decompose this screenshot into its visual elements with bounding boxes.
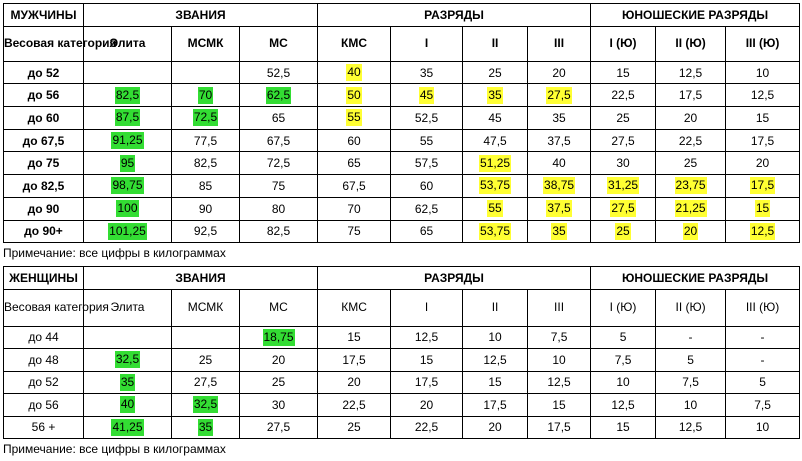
value-cell: 20 xyxy=(463,416,528,439)
value-cell: 75 xyxy=(240,175,318,198)
weight-category-cell: до 90+ xyxy=(4,220,84,243)
value-cell: 70 xyxy=(318,197,391,220)
value-cell xyxy=(84,84,172,107)
value-cell xyxy=(84,152,172,175)
women-col-youth-1: I (Ю) xyxy=(591,289,656,326)
value-cell: 75 xyxy=(318,220,391,243)
value-cell xyxy=(240,326,318,349)
value-cell: 10 xyxy=(726,416,800,439)
value-cell xyxy=(591,175,656,198)
value-cell: 12,5 xyxy=(391,326,463,349)
value-cell: 17,5 xyxy=(391,371,463,394)
value-cell: 80 xyxy=(240,197,318,220)
yellow-highlight: 15 xyxy=(755,201,770,216)
value-cell: 25 xyxy=(656,152,726,175)
value-cell: 20 xyxy=(240,349,318,372)
value-cell: 5 xyxy=(591,326,656,349)
yellow-highlight: 12,5 xyxy=(750,223,775,238)
value-cell: 92,5 xyxy=(172,220,240,243)
value-cell: 22,5 xyxy=(591,84,656,107)
value-cell: 20 xyxy=(528,61,591,84)
value-cell: 15 xyxy=(391,349,463,372)
value-cell: 12,5 xyxy=(726,84,800,107)
value-cell: 25 xyxy=(318,416,391,439)
weight-category-cell: до 90 xyxy=(4,197,84,220)
value-cell: 10 xyxy=(656,394,726,417)
yellow-highlight: 27,5 xyxy=(611,201,635,216)
value-cell xyxy=(172,84,240,107)
table-row xyxy=(4,175,800,198)
value-cell xyxy=(591,220,656,243)
yellow-highlight: 55 xyxy=(488,201,502,216)
green-highlight: 35 xyxy=(120,374,135,389)
value-cell: 22,5 xyxy=(656,129,726,152)
value-cell: 12,5 xyxy=(656,61,726,84)
weight-category-cell: до 75 xyxy=(4,152,84,175)
men-standards-table xyxy=(3,3,800,243)
value-cell: 67,5 xyxy=(240,129,318,152)
value-cell: 35 xyxy=(528,107,591,130)
table-row xyxy=(4,197,800,220)
value-cell: 15 xyxy=(591,416,656,439)
women-group-youth-ranks: ЮНОШЕСКИЕ РАЗРЯДЫ xyxy=(591,267,800,290)
women-col-rank-1: I xyxy=(391,289,463,326)
value-cell: 27,5 xyxy=(240,416,318,439)
value-cell: 12,5 xyxy=(528,371,591,394)
value-cell xyxy=(318,107,391,130)
men-col-youth-2: II (Ю) xyxy=(656,26,726,61)
table-row xyxy=(4,326,800,349)
table-row xyxy=(4,129,800,152)
yellow-highlight: 17,5 xyxy=(750,178,775,193)
weight-category-cell: 56 + xyxy=(4,416,84,439)
value-cell: 17,5 xyxy=(656,84,726,107)
value-cell: 7,5 xyxy=(528,326,591,349)
women-category-header: Весовая категория xyxy=(4,289,84,326)
value-cell: 15 xyxy=(318,326,391,349)
yellow-highlight: 37,5 xyxy=(547,201,571,216)
weight-category-cell: до 44 xyxy=(4,326,84,349)
value-cell xyxy=(463,197,528,220)
value-cell xyxy=(84,61,172,84)
green-highlight: 18,75 xyxy=(263,329,294,344)
women-standards-table xyxy=(3,266,800,439)
value-cell xyxy=(463,84,528,107)
value-cell: 20 xyxy=(726,152,800,175)
value-cell: 10 xyxy=(726,61,800,84)
men-group-titles: ЗВАНИЯ xyxy=(84,4,318,27)
weight-category-cell: до 67,5 xyxy=(4,129,84,152)
table-row xyxy=(4,61,800,84)
value-cell xyxy=(726,175,800,198)
value-cell: 57,5 xyxy=(391,152,463,175)
value-cell: 7,5 xyxy=(591,349,656,372)
value-cell xyxy=(528,175,591,198)
green-highlight: 91,25 xyxy=(112,133,143,148)
yellow-highlight: 27,5 xyxy=(547,87,571,102)
weight-category-cell: до 60 xyxy=(4,107,84,130)
green-highlight: 62,5 xyxy=(266,87,291,102)
value-cell: 22,5 xyxy=(318,394,391,417)
value-cell xyxy=(463,152,528,175)
value-cell: 52,5 xyxy=(240,61,318,84)
value-cell xyxy=(84,107,172,130)
value-cell: 17,5 xyxy=(726,129,800,152)
men-group-youth-ranks: ЮНОШЕСКИЕ РАЗРЯДЫ xyxy=(591,4,800,27)
value-cell: 62,5 xyxy=(391,197,463,220)
value-cell: 10 xyxy=(528,349,591,372)
value-cell xyxy=(172,61,240,84)
value-cell: 55 xyxy=(391,129,463,152)
men-header-row xyxy=(4,4,800,27)
value-cell xyxy=(391,84,463,107)
value-cell xyxy=(84,197,172,220)
value-cell xyxy=(84,175,172,198)
men-table-title: МУЖЧИНЫ xyxy=(4,4,84,27)
table-row xyxy=(4,220,800,243)
value-cell: - xyxy=(726,326,800,349)
value-cell: 15 xyxy=(463,371,528,394)
value-cell xyxy=(656,197,726,220)
value-cell xyxy=(528,84,591,107)
men-group-ranks: РАЗРЯДЫ xyxy=(318,4,591,27)
value-cell xyxy=(172,326,240,349)
green-highlight: 32,5 xyxy=(115,352,140,367)
women-col-kms: КМС xyxy=(318,289,391,326)
value-cell: 60 xyxy=(391,175,463,198)
green-highlight: 35 xyxy=(198,419,213,434)
value-cell: 27,5 xyxy=(591,129,656,152)
value-cell: 25 xyxy=(463,61,528,84)
table-row xyxy=(4,84,800,107)
value-cell xyxy=(463,220,528,243)
green-highlight: 95 xyxy=(120,155,135,170)
women-col-rank-3: III xyxy=(528,289,591,326)
yellow-highlight: 50 xyxy=(347,87,361,102)
women-col-msmk: МСМК xyxy=(172,289,240,326)
women-col-rank-2: II xyxy=(463,289,528,326)
men-column-header-row xyxy=(4,26,800,61)
yellow-highlight: 53,75 xyxy=(480,223,511,238)
value-cell: 15 xyxy=(591,61,656,84)
men-col-rank-2: II xyxy=(463,26,528,61)
value-cell: 90 xyxy=(172,197,240,220)
table-row xyxy=(4,394,800,417)
weight-category-cell: до 52 xyxy=(4,371,84,394)
value-cell: 40 xyxy=(528,152,591,175)
value-cell: 15 xyxy=(726,107,800,130)
green-highlight: 98,75 xyxy=(112,178,143,193)
men-col-kms: КМС xyxy=(318,26,391,61)
yellow-highlight: 31,25 xyxy=(608,178,639,193)
weight-category-cell: до 56 xyxy=(4,84,84,107)
value-cell: 30 xyxy=(591,152,656,175)
women-col-youth-2: II (Ю) xyxy=(656,289,726,326)
value-cell xyxy=(84,371,172,394)
value-cell xyxy=(726,220,800,243)
value-cell: 82,5 xyxy=(172,152,240,175)
yellow-highlight: 55 xyxy=(347,110,361,125)
value-cell: 20 xyxy=(391,394,463,417)
green-highlight: 32,5 xyxy=(193,397,218,412)
green-highlight: 87,5 xyxy=(115,110,140,125)
value-cell: 20 xyxy=(318,371,391,394)
value-cell xyxy=(84,129,172,152)
value-cell: 12,5 xyxy=(463,349,528,372)
men-standards-section xyxy=(3,3,799,261)
value-cell xyxy=(84,416,172,439)
women-col-youth-3: III (Ю) xyxy=(726,289,800,326)
men-col-ms: МС xyxy=(240,26,318,61)
value-cell xyxy=(84,326,172,349)
yellow-highlight: 21,25 xyxy=(675,201,706,216)
value-cell: 25 xyxy=(240,371,318,394)
men-col-youth-1: I (Ю) xyxy=(591,26,656,61)
women-group-titles: ЗВАНИЯ xyxy=(84,267,318,290)
men-footnote: Примечание: все цифры в килограммах xyxy=(3,246,226,261)
value-cell: 67,5 xyxy=(318,175,391,198)
value-cell: 25 xyxy=(172,349,240,372)
value-cell: 10 xyxy=(463,326,528,349)
yellow-highlight: 25 xyxy=(616,223,630,238)
value-cell: - xyxy=(656,326,726,349)
table-row xyxy=(4,152,800,175)
value-cell: 30 xyxy=(240,394,318,417)
value-cell xyxy=(84,394,172,417)
table-row xyxy=(4,107,800,130)
men-col-msmk: МСМК xyxy=(172,26,240,61)
table-row xyxy=(4,371,800,394)
yellow-highlight: 38,75 xyxy=(544,178,575,193)
women-table-title: ЖЕНЩИНЫ xyxy=(4,267,84,290)
green-highlight: 41,25 xyxy=(112,419,143,434)
yellow-highlight: 40 xyxy=(347,65,361,80)
yellow-highlight: 35 xyxy=(488,87,502,102)
value-cell xyxy=(172,394,240,417)
women-col-ms: МС xyxy=(240,289,318,326)
value-cell xyxy=(318,61,391,84)
value-cell: 22,5 xyxy=(391,416,463,439)
value-cell: 65 xyxy=(391,220,463,243)
value-cell xyxy=(591,197,656,220)
value-cell: 12,5 xyxy=(656,416,726,439)
women-group-ranks: РАЗРЯДЫ xyxy=(318,267,591,290)
yellow-highlight: 35 xyxy=(552,223,566,238)
value-cell: 65 xyxy=(240,107,318,130)
value-cell xyxy=(656,220,726,243)
yellow-highlight: 53,75 xyxy=(480,178,511,193)
weight-category-cell: до 48 xyxy=(4,349,84,372)
value-cell xyxy=(318,84,391,107)
green-highlight: 70 xyxy=(198,87,213,102)
table-row xyxy=(4,349,800,372)
value-cell: 37,5 xyxy=(528,129,591,152)
green-highlight: 100 xyxy=(117,201,138,216)
value-cell: 77,5 xyxy=(172,129,240,152)
value-cell: 45 xyxy=(463,107,528,130)
value-cell: 47,5 xyxy=(463,129,528,152)
value-cell: 17,5 xyxy=(463,394,528,417)
yellow-highlight: 23,75 xyxy=(675,178,706,193)
value-cell: 85 xyxy=(172,175,240,198)
women-footnote: Примечание: все цифры в килограммах xyxy=(3,442,226,456)
value-cell: 12,5 xyxy=(591,394,656,417)
value-cell xyxy=(656,175,726,198)
men-col-youth-3: III (Ю) xyxy=(726,26,800,61)
value-cell: 7,5 xyxy=(726,394,800,417)
weight-category-cell: до 82,5 xyxy=(4,175,84,198)
value-cell: 17,5 xyxy=(318,349,391,372)
weight-category-cell: до 56 xyxy=(4,394,84,417)
yellow-highlight: 45 xyxy=(419,87,434,102)
value-cell xyxy=(172,107,240,130)
weight-category-cell: до 52 xyxy=(4,61,84,84)
yellow-highlight: 51,25 xyxy=(480,155,511,170)
value-cell: - xyxy=(726,349,800,372)
value-cell: 17,5 xyxy=(528,416,591,439)
value-cell: 10 xyxy=(591,371,656,394)
green-highlight: 40 xyxy=(120,397,135,412)
value-cell xyxy=(84,220,172,243)
green-highlight: 101,25 xyxy=(109,223,146,238)
women-col-elite: Элита xyxy=(84,289,172,326)
yellow-highlight: 20 xyxy=(683,223,698,238)
value-cell: 7,5 xyxy=(656,371,726,394)
value-cell xyxy=(240,84,318,107)
table-row xyxy=(4,416,800,439)
value-cell: 72,5 xyxy=(240,152,318,175)
women-header-row xyxy=(4,267,800,290)
value-cell: 5 xyxy=(726,371,800,394)
value-cell xyxy=(528,220,591,243)
value-cell xyxy=(726,197,800,220)
green-highlight: 82,5 xyxy=(115,87,140,102)
green-highlight: 72,5 xyxy=(193,110,218,125)
women-standards-section xyxy=(3,266,799,457)
value-cell: 65 xyxy=(318,152,391,175)
value-cell: 15 xyxy=(528,394,591,417)
men-col-rank-3: III xyxy=(528,26,591,61)
value-cell: 82,5 xyxy=(240,220,318,243)
value-cell: 25 xyxy=(591,107,656,130)
value-cell: 20 xyxy=(656,107,726,130)
value-cell xyxy=(84,349,172,372)
value-cell: 27,5 xyxy=(172,371,240,394)
value-cell: 35 xyxy=(391,61,463,84)
value-cell xyxy=(172,416,240,439)
value-cell: 5 xyxy=(656,349,726,372)
value-cell xyxy=(528,197,591,220)
men-col-elite: Элита xyxy=(84,26,172,61)
value-cell xyxy=(463,175,528,198)
value-cell: 60 xyxy=(318,129,391,152)
men-category-header: Весовая категория xyxy=(4,26,84,61)
men-col-rank-1: I xyxy=(391,26,463,61)
value-cell: 52,5 xyxy=(391,107,463,130)
women-column-header-row xyxy=(4,289,800,326)
